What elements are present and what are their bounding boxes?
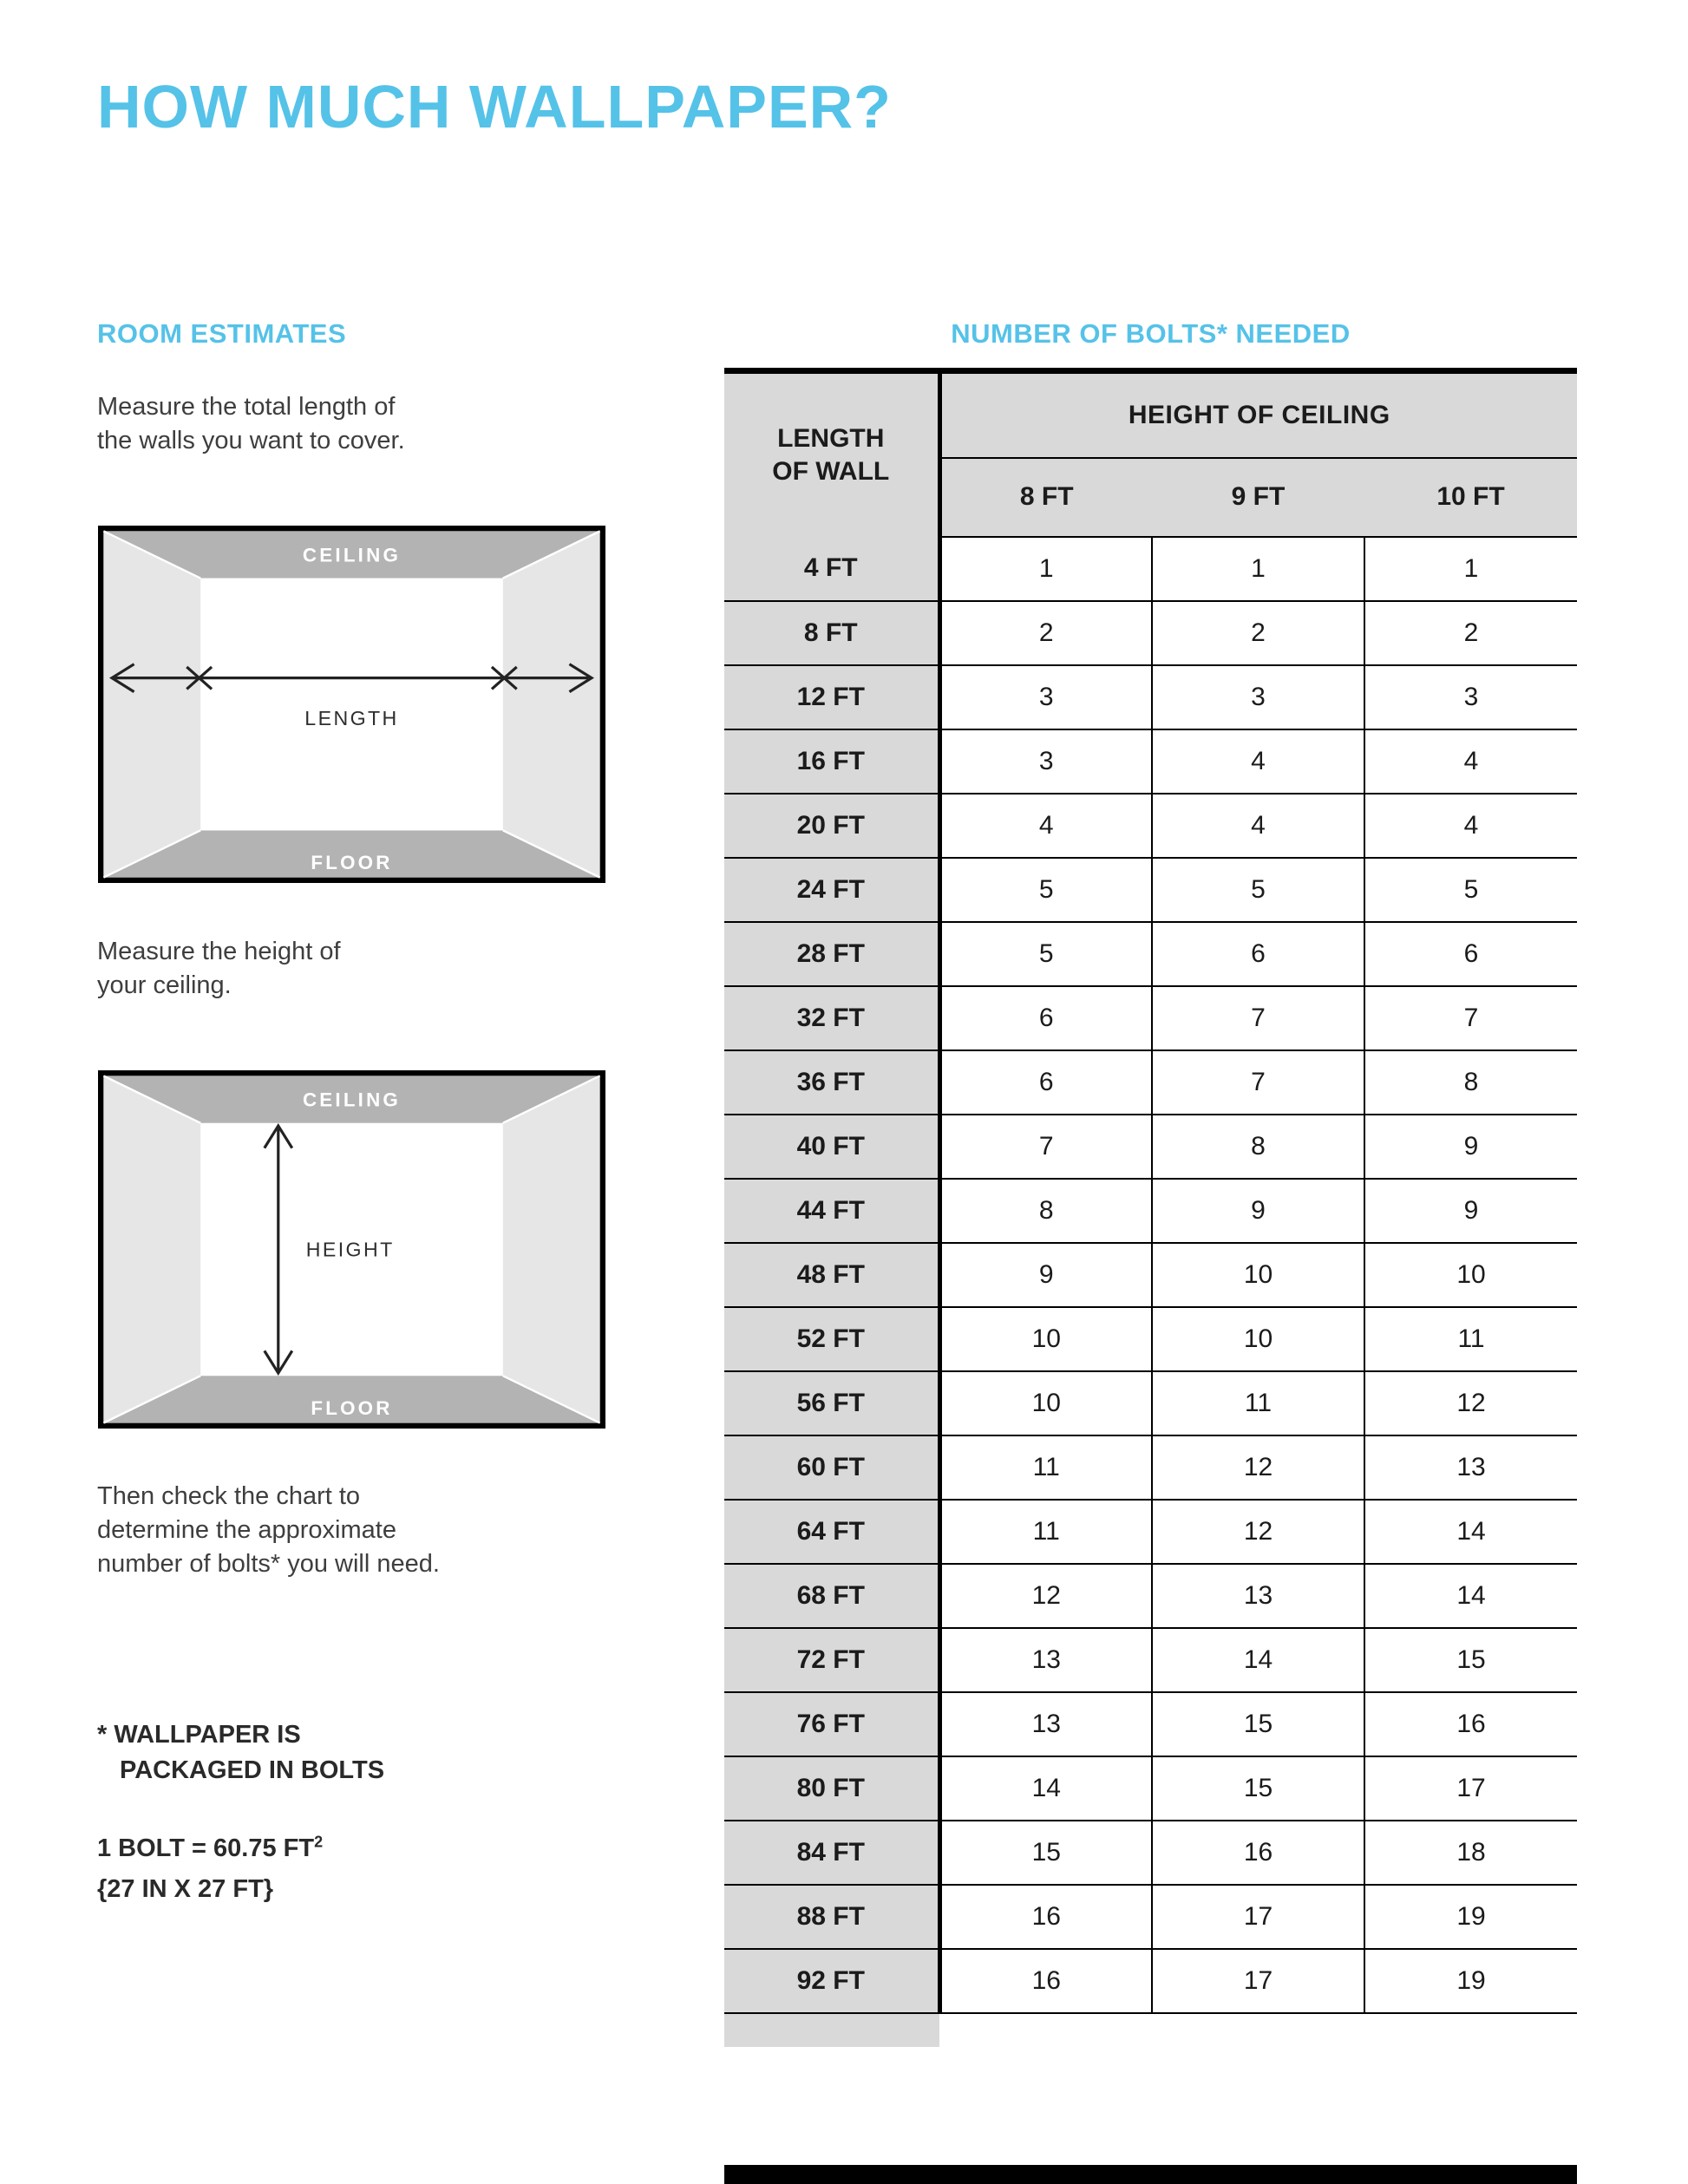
- instruction-line: Measure the total length of: [97, 393, 396, 421]
- left-wall: [103, 531, 200, 877]
- bolt-count-cell: 8: [1152, 1115, 1364, 1179]
- bolt-count-cell: 13: [939, 1628, 1152, 1692]
- bolt-count-cell: 3: [1364, 665, 1577, 729]
- bolt-count-cell: 13: [1152, 1564, 1364, 1628]
- table-header: [724, 371, 1577, 537]
- bolt-count-cell: 5: [1152, 858, 1364, 922]
- bolt-count-cell: 5: [1364, 858, 1577, 922]
- table-row: [724, 665, 1577, 729]
- bolt-count-cell: 12: [1364, 1371, 1577, 1435]
- row-length-label: 80 FT: [724, 1756, 939, 1821]
- bolt-count-cell: 9: [1364, 1179, 1577, 1243]
- wallpaper-bolts-footnote: [97, 1717, 384, 1788]
- bolt-count-cell: 17: [1364, 1756, 1577, 1821]
- bolt-count-cell: 2: [1152, 601, 1364, 665]
- table-row: [724, 1179, 1577, 1243]
- instruction-measure-length: [97, 390, 405, 458]
- bolt-count-cell: 10: [1152, 1243, 1364, 1307]
- table-row: [724, 1435, 1577, 1500]
- footnote-line: PACKAGED IN BOLTS: [120, 1756, 385, 1784]
- bolt-count-cell: 16: [939, 1885, 1152, 1949]
- instruction-line: Measure the height of: [97, 938, 341, 965]
- floor-label: FLOOR: [311, 852, 393, 874]
- bolt-count-cell: 4: [1364, 729, 1577, 794]
- col-header-height-of-ceiling: HEIGHT OF CEILING: [939, 371, 1577, 458]
- bolt-count-cell: 1: [939, 537, 1152, 601]
- bolt-count-cell: 17: [1152, 1949, 1364, 2013]
- length-measure-label: LENGTH: [304, 706, 399, 729]
- bolt-count-cell: 9: [1152, 1179, 1364, 1243]
- bolt-count-cell: 18: [1364, 1821, 1577, 1885]
- bolt-count-cell: 6: [1152, 922, 1364, 986]
- bolt-count-cell: 12: [939, 1564, 1152, 1628]
- table-row: [724, 1050, 1577, 1115]
- bolt-count-cell: 10: [939, 1371, 1152, 1435]
- bolt-count-cell: 7: [939, 1115, 1152, 1179]
- table-row: [724, 1564, 1577, 1628]
- row-length-label: 8 FT: [724, 601, 939, 665]
- col-header-length-of-wall: [724, 371, 939, 537]
- bolt-count-cell: 11: [1152, 1371, 1364, 1435]
- height-measure-label: HEIGHT: [305, 1238, 395, 1261]
- table-row: [724, 858, 1577, 922]
- table-row: [724, 1628, 1577, 1692]
- group-header-row: [724, 371, 1577, 458]
- bolt-count-cell: 14: [1152, 1628, 1364, 1692]
- table-body: [724, 537, 1577, 2013]
- row-length-label: 44 FT: [724, 1179, 939, 1243]
- row-length-label: 28 FT: [724, 922, 939, 986]
- bolt-count-cell: 8: [939, 1179, 1152, 1243]
- table-row: [724, 601, 1577, 665]
- bolt-count-cell: 19: [1364, 1885, 1577, 1949]
- table-row: [724, 1821, 1577, 1885]
- col-header-10ft: 10 FT: [1364, 458, 1577, 537]
- table-row: [724, 1692, 1577, 1756]
- bolts-table-container: [724, 368, 1577, 2047]
- table-row: [724, 1115, 1577, 1179]
- bolt-count-cell: 11: [939, 1435, 1152, 1500]
- instruction-line: determine the approximate: [97, 1516, 396, 1544]
- bolt-count-cell: 1: [1152, 537, 1364, 601]
- table-gray-stub: [724, 2014, 939, 2047]
- table-row: [724, 794, 1577, 858]
- table-row: [724, 1307, 1577, 1371]
- instruction-line: Then check the chart to: [97, 1482, 361, 1510]
- instruction-line: number of bolts* you will need.: [97, 1550, 440, 1578]
- bolt-count-cell: 14: [1364, 1500, 1577, 1564]
- bolt-count-cell: 17: [1152, 1885, 1364, 1949]
- bolt-equation: 1 BOLT = 60.75 $FT^2$: [97, 1833, 324, 1862]
- table-row: [724, 537, 1577, 601]
- bolt-count-cell: 7: [1152, 986, 1364, 1050]
- bolt-count-cell: 12: [1152, 1500, 1364, 1564]
- row-length-label: 76 FT: [724, 1692, 939, 1756]
- bolt-count-cell: 10: [939, 1307, 1152, 1371]
- row-length-label: 4 FT: [724, 537, 939, 601]
- bolt-count-cell: 16: [939, 1949, 1152, 2013]
- bolt-count-cell: 11: [939, 1500, 1152, 1564]
- table-row: [724, 729, 1577, 794]
- row-length-label: 56 FT: [724, 1371, 939, 1435]
- back-wall: [200, 579, 502, 831]
- bottom-black-bar: [724, 2165, 1577, 2184]
- bolt-count-cell: 13: [939, 1692, 1152, 1756]
- bolt-count-cell: 8: [1364, 1050, 1577, 1115]
- ceiling-label: CEILING: [302, 544, 402, 566]
- row-length-label: 84 FT: [724, 1821, 939, 1885]
- bolts-table: [724, 368, 1577, 2014]
- header-line: LENGTH: [777, 424, 885, 454]
- bolt-count-cell: 15: [939, 1821, 1152, 1885]
- bolt-count-cell: 19: [1364, 1949, 1577, 2013]
- bolt-count-cell: 6: [939, 1050, 1152, 1115]
- bolt-count-cell: 3: [1152, 665, 1364, 729]
- bolt-count-cell: 7: [1364, 986, 1577, 1050]
- bolt-count-cell: 6: [1364, 922, 1577, 986]
- bolt-count-cell: 4: [1364, 794, 1577, 858]
- table-row: [724, 1243, 1577, 1307]
- bolt-count-cell: 4: [1152, 794, 1364, 858]
- room-estimates-heading: ROOM ESTIMATES: [97, 318, 347, 349]
- row-length-label: 72 FT: [724, 1628, 939, 1692]
- room-height-diagram: [98, 1070, 605, 1429]
- bolt-count-cell: 3: [939, 665, 1152, 729]
- room-length-diagram: [98, 526, 605, 883]
- right-wall: [503, 531, 600, 877]
- instruction-line: the walls you want to cover.: [97, 427, 405, 454]
- instruction-line: your ceiling.: [97, 971, 232, 999]
- table-row: [724, 922, 1577, 986]
- bolt-count-cell: 11: [1364, 1307, 1577, 1371]
- bolt-count-cell: 15: [1152, 1692, 1364, 1756]
- bolt-count-cell: 12: [1152, 1435, 1364, 1500]
- table-row: [724, 986, 1577, 1050]
- bolt-count-cell: 3: [939, 729, 1152, 794]
- ceiling-label: CEILING: [302, 1089, 402, 1111]
- bolt-size-info: [97, 1828, 323, 1910]
- table-row: [724, 1371, 1577, 1435]
- row-length-label: 40 FT: [724, 1115, 939, 1179]
- bolt-count-cell: 4: [939, 794, 1152, 858]
- col-header-8ft: 8 FT: [939, 458, 1152, 537]
- table-row: [724, 1500, 1577, 1564]
- table-row: [724, 1949, 1577, 2013]
- bolt-count-cell: 15: [1152, 1756, 1364, 1821]
- row-length-label: 36 FT: [724, 1050, 939, 1115]
- row-length-label: 32 FT: [724, 986, 939, 1050]
- row-length-label: 64 FT: [724, 1500, 939, 1564]
- row-length-label: 16 FT: [724, 729, 939, 794]
- row-length-label: 52 FT: [724, 1307, 939, 1371]
- table-row: [724, 1756, 1577, 1821]
- right-wall: [503, 1076, 600, 1422]
- bolt-count-cell: 5: [939, 858, 1152, 922]
- table-row: [724, 1885, 1577, 1949]
- row-length-label: 88 FT: [724, 1885, 939, 1949]
- bolt-count-cell: 15: [1364, 1628, 1577, 1692]
- bolt-count-cell: 1: [1364, 537, 1577, 601]
- bolt-count-cell: 16: [1364, 1692, 1577, 1756]
- bolt-count-cell: 5: [939, 922, 1152, 986]
- footnote-line: * WALLPAPER IS: [97, 1721, 301, 1749]
- bolt-count-cell: 9: [1364, 1115, 1577, 1179]
- floor-label: FLOOR: [311, 1396, 393, 1419]
- bolt-count-cell: 14: [1364, 1564, 1577, 1628]
- bolt-count-cell: 2: [939, 601, 1152, 665]
- bolt-count-cell: 13: [1364, 1435, 1577, 1500]
- row-length-label: 48 FT: [724, 1243, 939, 1307]
- row-length-label: 68 FT: [724, 1564, 939, 1628]
- row-length-label: 60 FT: [724, 1435, 939, 1500]
- squared-superscript: 2: [314, 1833, 324, 1851]
- bolt-count-cell: 14: [939, 1756, 1152, 1821]
- bolt-count-cell: 6: [939, 986, 1152, 1050]
- row-length-label: 24 FT: [724, 858, 939, 922]
- bolt-count-cell: 10: [1364, 1243, 1577, 1307]
- row-length-label: 92 FT: [724, 1949, 939, 2013]
- bolt-count-cell: 4: [1152, 729, 1364, 794]
- header-line: OF WALL: [772, 456, 890, 486]
- left-wall: [103, 1076, 200, 1422]
- bolt-count-cell: 10: [1152, 1307, 1364, 1371]
- instruction-measure-height: [97, 935, 341, 1003]
- page-title: HOW MUCH WALLPAPER?: [97, 73, 892, 141]
- row-length-label: 20 FT: [724, 794, 939, 858]
- bolt-count-cell: 2: [1364, 601, 1577, 665]
- col-header-9ft: 9 FT: [1152, 458, 1364, 537]
- bolt-count-cell: 9: [939, 1243, 1152, 1307]
- bolt-count-cell: 16: [1152, 1821, 1364, 1885]
- instruction-check-chart: [97, 1480, 440, 1581]
- bolts-needed-heading: NUMBER OF BOLTS* NEEDED: [951, 318, 1351, 349]
- bolt-dimensions: {27 IN X 27 FT}: [97, 1875, 274, 1903]
- row-length-label: 12 FT: [724, 665, 939, 729]
- bolt-count-cell: 7: [1152, 1050, 1364, 1115]
